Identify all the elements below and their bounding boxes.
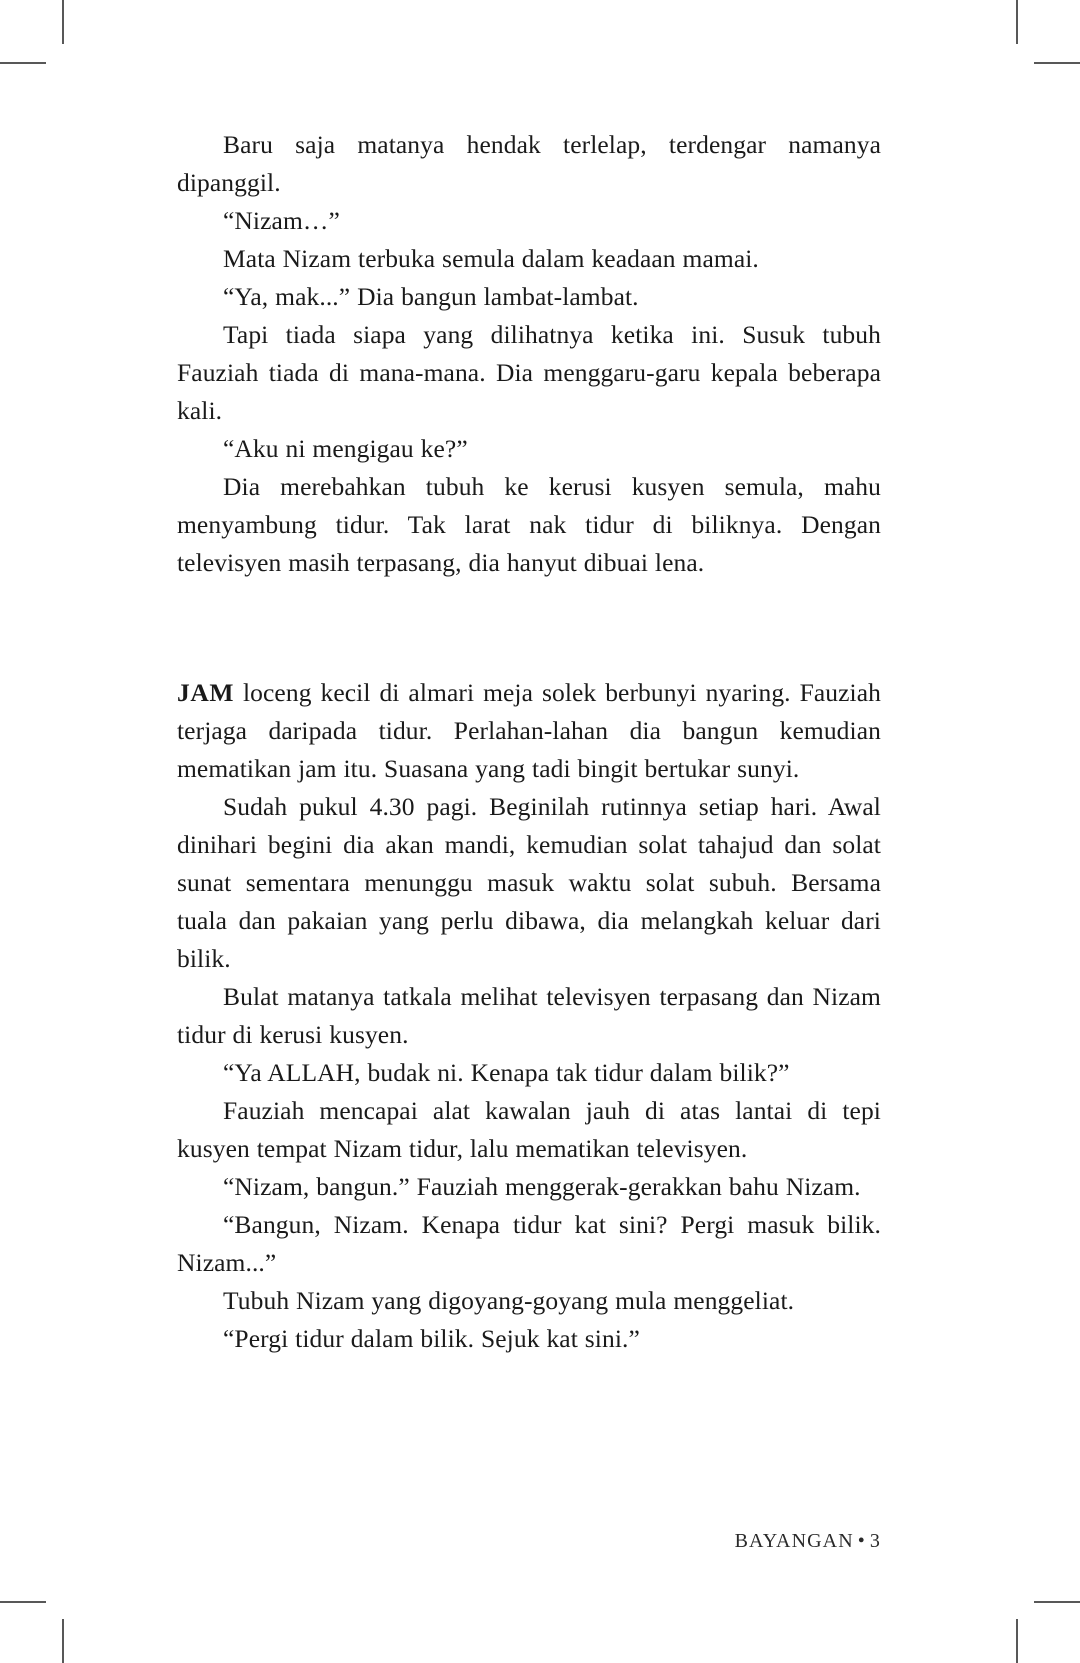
footer-separator: •	[857, 1530, 866, 1552]
paragraph: “Ya, mak...” Dia bangun lambat-lambat.	[223, 282, 639, 311]
page-text-block	[177, 126, 881, 1358]
crop-mark-bottom-left-vertical	[62, 1619, 64, 1663]
paragraph: Dia merebahkan tubuh ke kerusi kusyen semula, mahu menyambung tidur. Tak larat nak tidur di biliknya. Dengan televisyen masih terpasang, dia hanyut dibuai lena.	[177, 472, 881, 577]
paragraph-with-lead-word	[177, 674, 881, 788]
crop-mark-top-right-horizontal	[1034, 62, 1080, 64]
paragraph-text: loceng kecil di almari meja solek berbunyi nyaring. Fauziah terjaga daripada tidur. Perlahan-lahan dia bangun kemudian mematikan jam itu. Suasana yang tadi bingit bertukar sunyi.	[177, 678, 881, 783]
crop-mark-top-left-horizontal	[0, 62, 46, 64]
paragraph: “Aku ni mengigau ke?”	[223, 434, 468, 463]
paragraph: Tubuh Nizam yang digoyang-goyang mula menggeliat.	[223, 1286, 795, 1315]
paragraph: Sudah pukul 4.30 pagi. Beginilah rutinnya setiap hari. Awal dinihari begini dia akan mandi, kemudian solat tahajud dan solat sunat sementara menunggu masuk waktu solat subuh. Bersama tuala dan pakaian yang perlu dibawa, dia melangkah keluar dari bilik.	[177, 792, 881, 973]
paragraph: “Nizam…”	[223, 206, 340, 235]
paragraph: “Pergi tidur dalam bilik. Sejuk kat sini.”	[223, 1324, 640, 1353]
crop-mark-top-left-vertical	[62, 0, 64, 44]
paragraph: Tapi tiada siapa yang dilihatnya ketika ini. Susuk tubuh Fauziah tiada di mana-mana. Dia menggaru-garu kepala beberapa kali.	[177, 320, 881, 425]
crop-mark-top-right-vertical	[1016, 0, 1018, 44]
footer-book-title: BAYANGAN	[734, 1530, 854, 1552]
scene-section-one	[177, 126, 881, 582]
paragraph: “Ya ALLAH, budak ni. Kenapa tak tidur dalam bilik?”	[223, 1058, 790, 1087]
paragraph: Bulat matanya tatkala melihat televisyen terpasang dan Nizam tidur di kerusi kusyen.	[177, 982, 881, 1049]
paragraph: Fauziah mencapai alat kawalan jauh di atas lantai di tepi kusyen tempat Nizam tidur, lalu mematikan televisyen.	[177, 1096, 881, 1163]
paragraph: “Nizam, bangun.” Fauziah menggerak-gerakkan bahu Nizam.	[223, 1172, 861, 1201]
paragraph: “Bangun, Nizam. Kenapa tidur kat sini? Pergi masuk bilik. Nizam...”	[177, 1210, 881, 1277]
footer-page-number: 3	[869, 1530, 881, 1552]
scene-section-two	[177, 674, 881, 1358]
crop-mark-bottom-right-horizontal	[1034, 1601, 1080, 1603]
running-footer	[177, 1530, 881, 1553]
lead-word: JAM	[177, 678, 235, 707]
paragraph: Mata Nizam terbuka semula dalam keadaan mamai.	[223, 244, 759, 273]
paragraph: Baru saja matanya hendak terlelap, terdengar namanya dipanggil.	[177, 130, 881, 197]
crop-mark-bottom-right-vertical	[1016, 1619, 1018, 1663]
crop-mark-bottom-left-horizontal	[0, 1601, 46, 1603]
scene-break-spacer	[177, 582, 881, 674]
